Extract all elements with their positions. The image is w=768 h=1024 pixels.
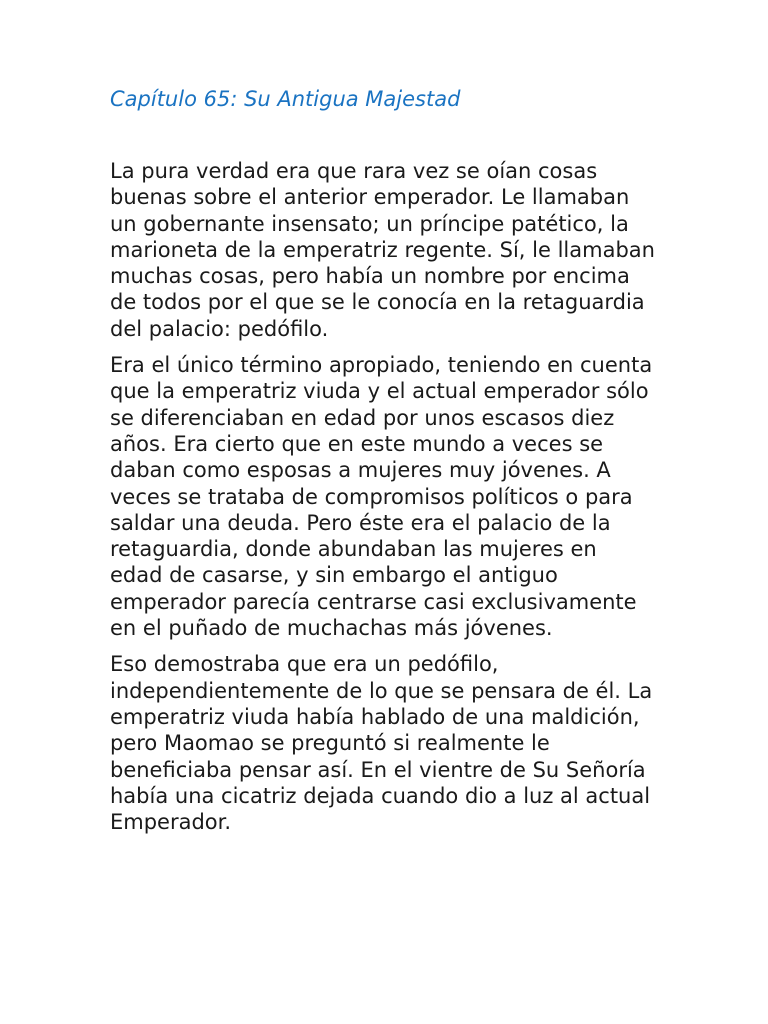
chapter-title: Capítulo 65: Su Antigua Majestad xyxy=(110,87,461,111)
document-page xyxy=(110,84,655,845)
paragraph: La pura verdad era que rara vez se oían cosas buenas sobre el anterior emperador. Le llamaban un gobernante insensato; un príncipe patético, la marioneta de la emperatriz regente. Sí, le llamaban muchas cosas, pero había un nombre por encima de todos por el que se le conocía en la retaguardia del palacio: pedófilo. xyxy=(110,159,655,341)
paragraph: Era el único término apropiado, teniendo en cuenta que la emperatriz viuda y el actual emperador sólo se diferenciaban en edad por unos escasos diez años. Era cierto que en este mundo a veces se daban como esposas a mujeres muy jóvenes. A veces se trataba de compromisos políticos o para saldar una deuda. Pero éste era el palacio de la retaguardia, donde abundaban las mujeres en edad de casarse, y sin embargo el antiguo emperador parecía centrarse casi exclusivamente en el puñado de muchachas más jóvenes. xyxy=(110,353,653,641)
paragraph: Eso demostraba que era un pedófilo, independientemente de lo que se pensara de él. La emperatriz viuda había hablado de una maldición, pero Maomao se preguntó si realmente le beneficiaba pensar así. En el vientre de Su Señoría había una cicatriz dejada cuando dio a luz al actual Emperador. xyxy=(110,652,653,835)
